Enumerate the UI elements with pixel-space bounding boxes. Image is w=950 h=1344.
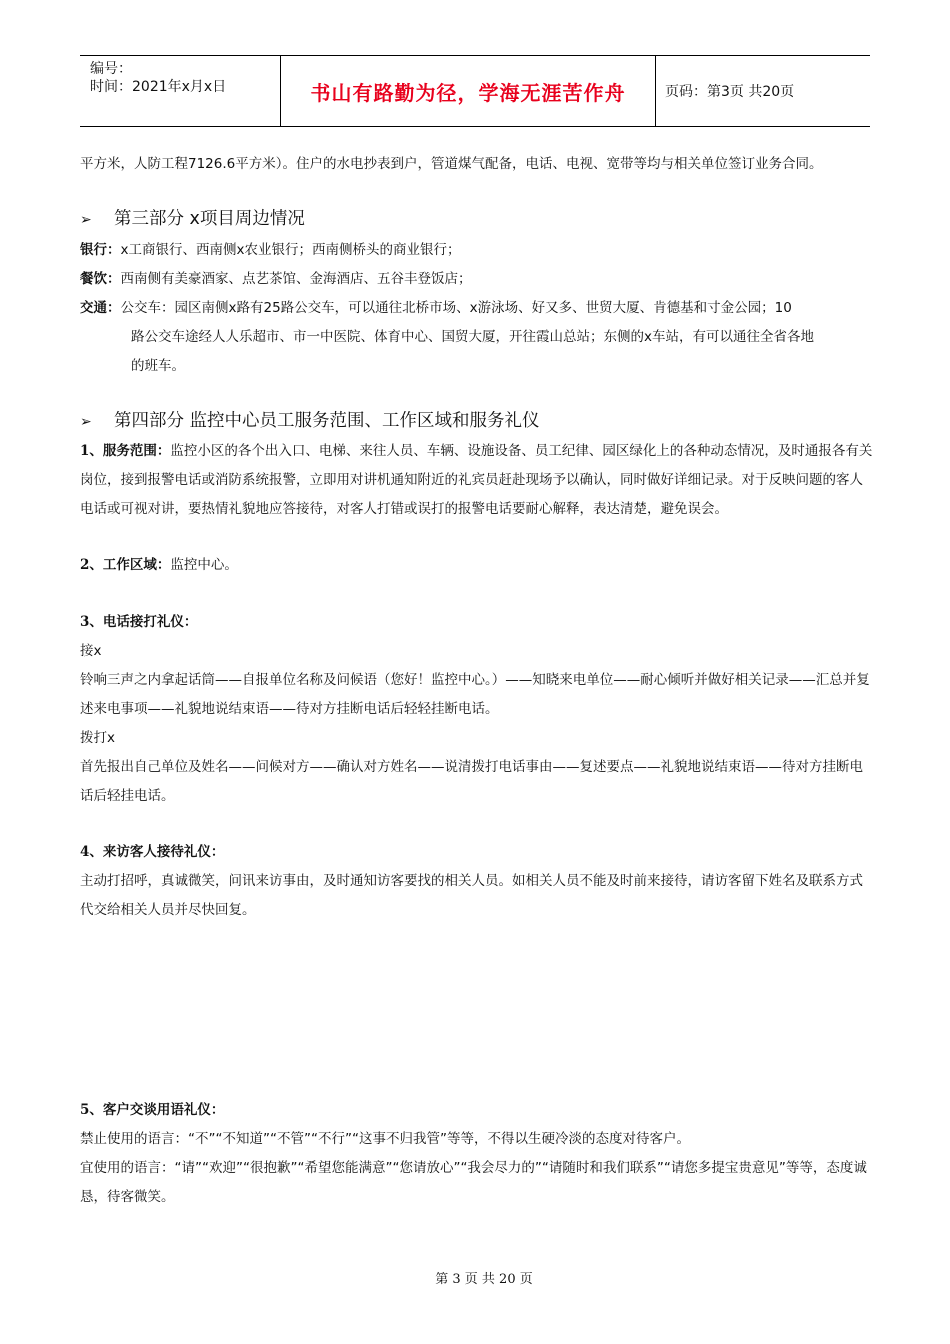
bullet-arrow-icon: ➢ [80,414,92,430]
forbidden-language-text: 禁止使用的语言：“不”“不知道”“不管”“不行”“这事不归我管”等等，不得以生硬冷淡的态度对待客户。 [80,1131,690,1147]
traffic-line-2: 路公交车途经人人乐超市、市一中医院、体育中心、国贸大厦，开往霞山总站；东侧的x车站，有可以通往全省各地 [131,329,814,345]
header-motto-cell [280,56,656,126]
answer-text: 铃响三声之内拿起话筒——自报单位名称及问候语（您好！监控中心。）——知晓来电单位——耐心倾听并做好相关记录——汇总并复述来电事项——礼貌地说结束语——待对方挂断电话后轻轻挂断电话。 [80,672,870,717]
work-area-text: 监控中心。 [170,557,238,573]
visitor-etiquette-label: 4、来访客人接待礼仪： [80,844,225,860]
header-meta [80,56,280,126]
food-line [80,265,875,294]
header-number: 编号： [90,61,132,77]
traffic-line [80,294,875,323]
header-time: 时间：2021年x月x日 [90,79,227,95]
answer-label: 接x [80,643,102,659]
part3-heading [80,208,305,231]
food-label: 餐饮： [80,271,121,287]
bank-line [80,236,875,265]
food-text: 西南侧有美豪酒家、点艺茶馆、金海酒店、五谷丰登饭店； [120,271,472,287]
work-area-section [80,551,875,580]
page-footer: 第 3 页 共 20 页 [435,1272,533,1287]
part3-body [80,236,875,381]
bullet-arrow-icon: ➢ [80,212,92,228]
phone-etiquette-label: 3、电话接打礼仪： [80,614,198,630]
header-motto: 书山有路勤为径，学海无涯苦作舟 [310,80,626,105]
visitor-etiquette-section [80,838,875,925]
language-etiquette-label: 5、客户交谈用语礼仪： [80,1102,225,1118]
header-page-cell [655,56,870,126]
service-scope-text: 监控小区的各个出入口、电梯、来往人员、车辆、设施设备、员工纪律、园区绿化上的各种动态情况，及时通报各有关岗位，接到报警电话或消防系统报警，立即用对讲机通知附近的礼宾员赶赴现场予以确认，同时做好详细记录。对于反映问题的客人电话或可视对讲，要热情礼貌地应答接待，对客人打错或误打的报警电话要耐心解释，表达清楚，避免误会。 [80,443,873,517]
part4-title: 第四部分 监控中心员工服务范围、工作区域和服务礼仪 [114,411,540,431]
dial-text: 首先报出自己单位及姓名——问候对方——确认对方姓名——说清拨打电话事由——复述要点——礼貌地说结束语——待对方挂断电话后轻挂电话。 [80,759,863,804]
service-scope-label: 1、服务范围： [80,443,171,459]
page-header [80,55,870,127]
part4-heading [80,410,540,433]
traffic-text-1: 公交车：园区南侧x路有25路公交车，可以通往北桥市场、x游泳场、好又多、世贸大厦、肯德基和寸金公园；10 [120,300,792,316]
intro-paragraph [80,150,875,179]
traffic-label: 交通： [80,300,121,316]
part3-title: 第三部分 x项目周边情况 [114,209,305,229]
work-area-label: 2、工作区域： [80,557,171,573]
service-scope-section [80,437,875,524]
header-page-info: 页码：第3页 共20页 [665,84,795,100]
intro-text: 平方米，人防工程7126.6平方米）。住户的水电抄表到户，管道煤气配备，电话、电视、宽带等均与相关单位签订业务合同。 [80,156,823,172]
dial-label: 拨打x [80,730,115,746]
traffic-line-3: 的班车。 [131,358,185,374]
language-etiquette-section [80,1096,875,1212]
suggested-language-text: 宜使用的语言：“请”“欢迎”“很抱歉”“希望您能满意”“您请放心”“我会尽力的”“请随时和我们联系”“请您多提宝贵意见”等等，态度诚恳，待客微笑。 [80,1160,867,1205]
phone-etiquette-section [80,608,875,811]
bank-label: 银行： [80,242,121,258]
bank-text: x工商银行、西南侧x农业银行；西南侧桥头的商业银行； [120,242,461,258]
visitor-etiquette-text: 主动打招呼，真诚微笑，问讯来访事由，及时通知访客要找的相关人员。如相关人员不能及时前来接待，请访客留下姓名及联系方式代交给相关人员并尽快回复。 [80,873,863,918]
